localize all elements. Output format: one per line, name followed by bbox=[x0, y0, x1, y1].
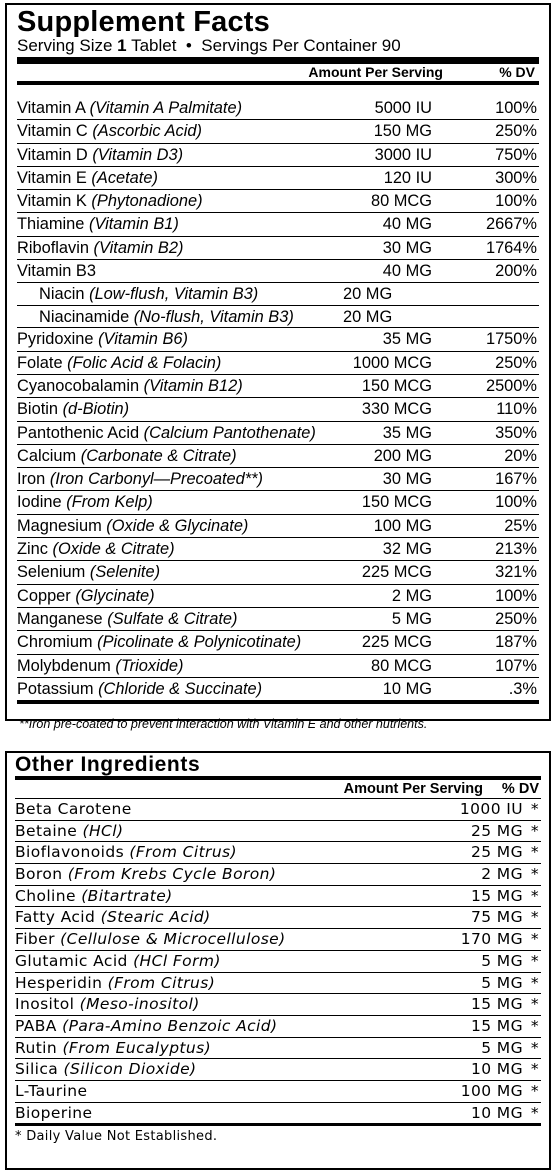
ingredient-amount: 5 MG bbox=[481, 973, 523, 992]
nutrient-name-cell bbox=[17, 470, 263, 488]
nutrient-dv: 100% bbox=[495, 99, 537, 117]
ingredient-name-cell bbox=[15, 1104, 92, 1122]
ingredient-form: (Meso-inositol) bbox=[79, 995, 200, 1014]
nutrient-amount: 20 MG bbox=[343, 307, 393, 326]
nutrient-form: (Iron Carbonyl—Precoated**) bbox=[49, 470, 263, 489]
nutrient-dv: 250% bbox=[495, 122, 537, 141]
ingredient-name-cell bbox=[15, 930, 286, 948]
list-item bbox=[15, 994, 541, 1016]
nutrient-form: (Folic Acid & Folacin) bbox=[67, 353, 222, 372]
list-item bbox=[15, 799, 541, 821]
ingredient-form: (Stearic Acid) bbox=[100, 908, 211, 927]
ingredient-amount: 25 MG bbox=[470, 843, 523, 862]
ingredient-amount: 15 MG bbox=[470, 1016, 523, 1035]
nutrient-name: Vitamin E bbox=[17, 168, 87, 187]
nutrient-name: Folate bbox=[17, 353, 63, 372]
nutrient-form: (Vitamin B6) bbox=[98, 330, 188, 349]
ingredient-dv: * bbox=[530, 995, 539, 1014]
ingredient-name: Rutin bbox=[15, 1038, 58, 1057]
list-item bbox=[15, 864, 541, 886]
nutrient-name: Iodine bbox=[17, 493, 62, 512]
nutrient-name-cell bbox=[17, 517, 248, 535]
thick-divider bbox=[17, 57, 539, 64]
nutrient-name-cell bbox=[17, 633, 301, 651]
nutrient-name: Vitamin K bbox=[17, 192, 87, 211]
nutrient-dv: 107% bbox=[495, 656, 537, 675]
other-column-header bbox=[15, 780, 541, 799]
nutrient-amount: 120 IU bbox=[383, 168, 432, 187]
ingredient-name-cell bbox=[15, 1017, 277, 1035]
ingredient-amount: 15 MG bbox=[470, 995, 523, 1014]
ingredient-amount: 25 MG bbox=[470, 821, 523, 840]
nutrient-name: Calcium bbox=[17, 446, 77, 465]
nutrient-amount: 32 MG bbox=[382, 540, 432, 559]
ingredient-name-cell bbox=[15, 822, 123, 840]
nutrient-form: (Oxide & Glycinate) bbox=[106, 516, 249, 535]
nutrient-form: (Picolinate & Polynicotinate) bbox=[97, 633, 302, 652]
nutrient-dv: 100% bbox=[495, 192, 537, 211]
table-row bbox=[17, 678, 539, 704]
nutrient-name: Potassium bbox=[17, 679, 94, 698]
nutrient-form: (Glycinate) bbox=[75, 586, 155, 605]
table-row bbox=[17, 306, 539, 329]
ingredient-form: (From Citrus) bbox=[129, 843, 237, 862]
nutrient-amount: 100 MG bbox=[373, 516, 432, 535]
nutrient-amount: 30 MG bbox=[382, 470, 432, 489]
nutrient-dv: 321% bbox=[495, 563, 537, 582]
list-item bbox=[15, 973, 541, 995]
ingredient-name-cell bbox=[15, 887, 173, 905]
nutrient-name-cell bbox=[17, 540, 175, 558]
nutrient-name-cell bbox=[17, 99, 242, 117]
other-amount-header: Amount Per Serving bbox=[343, 781, 483, 797]
nutrient-dv: 100% bbox=[495, 493, 537, 512]
list-item bbox=[15, 1103, 541, 1127]
ingredient-form: (From Eucalyptus) bbox=[62, 1038, 212, 1057]
list-item bbox=[15, 1016, 541, 1038]
nutrient-amount: 3000 IU bbox=[374, 145, 432, 164]
serving-size-unit: Tablet bbox=[131, 36, 177, 55]
nutrient-dv: 250% bbox=[495, 353, 537, 372]
nutrient-amount: 80 MCG bbox=[370, 656, 432, 675]
nutrient-form: (Vitamin B12) bbox=[143, 376, 243, 395]
nutrient-amount: 80 MCG bbox=[370, 192, 432, 211]
ingredient-form: (Cellulose & Microcellulose) bbox=[60, 930, 286, 949]
nutrient-dv: 110% bbox=[496, 400, 537, 419]
nutrient-name: Copper bbox=[17, 586, 71, 605]
ingredient-dv: * bbox=[530, 908, 539, 927]
ingredient-amount: 10 MG bbox=[470, 1103, 523, 1122]
nutrient-name: Biotin bbox=[17, 400, 59, 419]
nutrient-dv: 20% bbox=[504, 446, 537, 465]
nutrient-name-cell bbox=[17, 424, 316, 442]
nutrient-name: Vitamin D bbox=[17, 145, 88, 164]
nutrient-amount: 2 MG bbox=[391, 586, 432, 605]
table-row bbox=[17, 190, 539, 213]
table-row bbox=[17, 445, 539, 468]
ingredient-name: Inositol bbox=[15, 995, 75, 1014]
ingredient-dv: * bbox=[530, 800, 539, 818]
facts-title: Supplement Facts bbox=[17, 6, 270, 38]
ingredient-form: (From Krebs Cycle Boron) bbox=[67, 865, 277, 884]
table-row bbox=[17, 352, 539, 375]
table-row bbox=[17, 97, 539, 120]
nutrient-name: Iron bbox=[17, 470, 46, 489]
table-row bbox=[17, 144, 539, 167]
nutrient-name: Riboflavin bbox=[17, 238, 89, 257]
ingredient-name: Bioperine bbox=[15, 1103, 93, 1122]
nutrient-name: Manganese bbox=[17, 609, 103, 628]
dv-not-established-footnote: * Daily Value Not Established. bbox=[15, 1129, 218, 1145]
nutrient-name-cell bbox=[17, 285, 258, 303]
table-row bbox=[17, 328, 539, 351]
ingredient-name: Bioflavonoids bbox=[15, 843, 125, 862]
nutrient-form: (Acetate) bbox=[91, 168, 158, 187]
ingredient-dv: * bbox=[530, 1060, 539, 1079]
ingredient-name-cell bbox=[15, 1060, 197, 1078]
nutrient-form: (Vitamin B1) bbox=[88, 215, 179, 234]
list-item bbox=[15, 821, 541, 843]
supplement-facts-panel bbox=[5, 3, 551, 732]
nutrient-amount: 5 MG bbox=[391, 609, 432, 628]
nutrient-name-cell bbox=[17, 192, 203, 210]
ingredient-amount: 1000 IU bbox=[459, 800, 523, 818]
ingredient-name-cell bbox=[15, 908, 211, 926]
nutrient-name: Vitamin A bbox=[17, 99, 86, 117]
nutrient-dv: 350% bbox=[495, 423, 537, 442]
ingredient-name-cell bbox=[15, 843, 237, 861]
table-row bbox=[17, 398, 539, 421]
nutrient-dv: 1764% bbox=[485, 238, 537, 257]
table-row bbox=[17, 561, 539, 584]
list-item bbox=[15, 1081, 541, 1103]
nutrient-name-cell bbox=[17, 215, 179, 233]
ingredient-name-cell bbox=[15, 865, 276, 883]
ingredient-amount: 170 MG bbox=[460, 930, 523, 949]
nutrient-amount: 35 MG bbox=[382, 423, 432, 442]
nutrient-dv: 167% bbox=[495, 470, 537, 489]
nutrient-amount: 20 MG bbox=[343, 285, 393, 304]
nutrient-form: (Vitamin A Palmitate) bbox=[89, 99, 243, 117]
nutrient-name-cell bbox=[17, 377, 243, 395]
nutrient-form: (Ascorbic Acid) bbox=[92, 122, 202, 141]
list-item bbox=[15, 842, 541, 864]
nutrient-dv: 250% bbox=[495, 609, 537, 628]
nutrient-form: (Vitamin D3) bbox=[92, 145, 184, 164]
nutrient-dv: .3% bbox=[508, 679, 537, 698]
ingredient-amount: 2 MG bbox=[481, 865, 523, 884]
ingredient-dv: * bbox=[530, 1016, 539, 1035]
nutrient-dv: 300% bbox=[495, 168, 537, 187]
nutrient-name-cell bbox=[17, 239, 183, 257]
nutrient-form: (Oxide & Citrate) bbox=[52, 540, 175, 559]
nutrient-amount: 150 MG bbox=[373, 122, 432, 141]
nutrient-amount: 1000 MCG bbox=[352, 353, 432, 372]
ingredient-name: PABA bbox=[15, 1016, 57, 1035]
other-dv-header: % DV bbox=[501, 781, 539, 797]
table-row bbox=[17, 655, 539, 678]
ingredient-dv: * bbox=[530, 1038, 539, 1057]
ingredient-dv: * bbox=[530, 865, 539, 884]
amount-per-serving-header: Amount Per Serving bbox=[308, 64, 443, 80]
table-row bbox=[17, 608, 539, 631]
nutrient-amount: 225 MCG bbox=[361, 633, 432, 652]
table-row bbox=[17, 468, 539, 491]
ingredient-form: (HCl) bbox=[82, 821, 124, 840]
other-ingredients-panel bbox=[5, 751, 551, 1170]
ingredient-dv: * bbox=[530, 930, 539, 949]
nutrient-amount: 40 MG bbox=[382, 262, 432, 281]
nutrient-name-cell bbox=[17, 587, 155, 605]
table-row bbox=[17, 538, 539, 561]
nutrient-dv: 25% bbox=[504, 516, 537, 535]
nutrient-name-cell bbox=[17, 493, 153, 511]
ingredient-amount: 5 MG bbox=[481, 1038, 523, 1057]
list-item bbox=[15, 907, 541, 929]
nutrient-form: (Trioxide) bbox=[115, 656, 184, 675]
table-row bbox=[17, 491, 539, 514]
nutrient-form: (d-Biotin) bbox=[62, 400, 130, 419]
nutrient-amount: 30 MG bbox=[382, 238, 432, 257]
nutrient-dv: 750% bbox=[495, 145, 537, 164]
nutrient-name: Niacin bbox=[39, 285, 85, 304]
nutrient-form: (No-flush, Vitamin B3) bbox=[133, 307, 294, 326]
ingredient-name-cell bbox=[15, 1082, 87, 1100]
nutrient-name-cell bbox=[17, 146, 183, 164]
ingredient-name: Glutamic Acid bbox=[15, 951, 128, 970]
nutrient-name: Chromium bbox=[17, 633, 93, 652]
ingredient-form: (Para-Amino Benzoic Acid) bbox=[62, 1016, 278, 1035]
nutrient-form: (Calcium Pantothenate) bbox=[143, 423, 316, 442]
nutrient-amount: 40 MG bbox=[382, 215, 432, 234]
ingredient-name: Beta Carotene bbox=[15, 800, 132, 818]
nutrient-name-cell bbox=[17, 354, 221, 372]
nutrient-name: Vitamin C bbox=[17, 122, 88, 141]
nutrient-name-cell bbox=[17, 330, 188, 348]
nutrient-name: Magnesium bbox=[17, 516, 102, 535]
ingredient-name-cell bbox=[15, 800, 132, 818]
ingredient-dv: * bbox=[530, 821, 539, 840]
dv-header: % DV bbox=[499, 64, 535, 80]
nutrient-name: Zinc bbox=[17, 540, 48, 559]
nutrient-name-cell bbox=[17, 169, 158, 187]
ingredient-name-cell bbox=[15, 952, 221, 970]
nutrient-name-cell bbox=[17, 657, 183, 675]
nutrient-name: Cyanocobalamin bbox=[17, 376, 140, 395]
ingredient-dv: * bbox=[530, 973, 539, 992]
ingredient-name: Boron bbox=[15, 865, 63, 884]
nutrient-amount: 150 MCG bbox=[361, 376, 432, 395]
nutrient-amount: 200 MG bbox=[373, 446, 432, 465]
nutrient-name-cell bbox=[17, 680, 262, 698]
table-row bbox=[17, 213, 539, 236]
serving-size-label: Serving Size bbox=[17, 36, 113, 55]
table-row bbox=[17, 585, 539, 608]
ingredient-dv: * bbox=[530, 1081, 539, 1100]
nutrient-name-cell bbox=[17, 563, 160, 581]
table-row bbox=[17, 167, 539, 190]
nutrient-dv: 1750% bbox=[485, 330, 537, 349]
nutrient-dv: 2667% bbox=[485, 215, 537, 234]
table-row bbox=[17, 237, 539, 260]
table-row bbox=[17, 375, 539, 398]
nutrient-name: Selenium bbox=[17, 563, 86, 582]
table-row bbox=[17, 120, 539, 143]
nutrient-form: (Selenite) bbox=[89, 563, 161, 582]
list-item bbox=[15, 951, 541, 973]
nutrient-amount: 10 MG bbox=[382, 679, 432, 698]
nutrient-name: Pyridoxine bbox=[17, 330, 94, 349]
ingredient-name: Choline bbox=[15, 886, 76, 905]
nutrient-name-cell bbox=[17, 400, 129, 418]
nutrient-dv: 100% bbox=[495, 586, 537, 605]
ingredient-form: (From Citrus) bbox=[107, 973, 216, 992]
ingredient-name: Fiber bbox=[15, 930, 55, 949]
nutrient-form: (From Kelp) bbox=[66, 493, 153, 512]
ingredient-amount: 5 MG bbox=[481, 951, 523, 970]
ingredient-dv: * bbox=[530, 843, 539, 862]
nutrient-name: Thiamine bbox=[17, 215, 85, 234]
ingredient-form: (Bitartrate) bbox=[81, 886, 173, 905]
servings-per-container: Servings Per Container 90 bbox=[201, 36, 401, 55]
ingredient-name: L-Taurine bbox=[15, 1081, 88, 1100]
nutrient-name: Pantothenic Acid bbox=[17, 423, 140, 442]
list-item bbox=[15, 886, 541, 908]
bullet-separator: • bbox=[185, 36, 192, 55]
facts-table bbox=[17, 97, 539, 704]
ingredient-dv: * bbox=[530, 886, 539, 905]
nutrient-form: (Chloride & Succinate) bbox=[98, 679, 263, 698]
nutrient-name-cell bbox=[17, 262, 96, 280]
serving-size-value: 1 bbox=[117, 36, 127, 55]
nutrient-amount: 225 MCG bbox=[361, 563, 432, 582]
ingredient-dv: * bbox=[530, 1103, 539, 1122]
ingredient-form: (Silicon Dioxide) bbox=[63, 1060, 197, 1079]
nutrient-form: (Low-flush, Vitamin B3) bbox=[89, 285, 259, 304]
nutrient-dv: 200% bbox=[495, 262, 537, 281]
nutrient-name-cell bbox=[17, 610, 238, 628]
nutrient-form: (Sulfate & Citrate) bbox=[107, 609, 238, 628]
nutrient-name: Molybdenum bbox=[17, 656, 111, 675]
ingredient-name-cell bbox=[15, 995, 200, 1013]
nutrient-dv: 2500% bbox=[485, 376, 537, 395]
table-row bbox=[17, 515, 539, 538]
ingredient-name: Fatty Acid bbox=[15, 908, 96, 927]
ingredient-name-cell bbox=[15, 974, 215, 992]
nutrient-name-cell bbox=[17, 308, 294, 326]
ingredient-amount: 15 MG bbox=[470, 886, 523, 905]
table-row bbox=[17, 260, 539, 283]
serving-info bbox=[17, 36, 539, 56]
ingredient-amount: 75 MG bbox=[470, 908, 523, 927]
ingredient-amount: 100 MG bbox=[460, 1081, 523, 1100]
nutrient-amount: 5000 IU bbox=[374, 99, 432, 117]
nutrient-name: Vitamin B3 bbox=[17, 262, 96, 281]
nutrient-name-cell bbox=[17, 447, 237, 465]
ingredient-amount: 10 MG bbox=[470, 1060, 523, 1079]
table-row bbox=[17, 422, 539, 445]
list-item bbox=[15, 1059, 541, 1081]
nutrient-dv: 213% bbox=[495, 540, 537, 559]
table-row bbox=[17, 631, 539, 654]
nutrient-form: (Phytonadione) bbox=[91, 192, 203, 211]
ingredient-form: (HCl Form) bbox=[133, 951, 221, 970]
list-item bbox=[15, 1038, 541, 1060]
ingredient-dv: * bbox=[530, 951, 539, 970]
nutrient-amount: 35 MG bbox=[382, 330, 432, 349]
nutrient-form: (Carbonate & Citrate) bbox=[80, 446, 237, 465]
nutrient-name: Niacinamide bbox=[39, 307, 130, 326]
other-ingredients-table bbox=[15, 799, 541, 1126]
table-row bbox=[17, 283, 539, 306]
nutrient-name-cell bbox=[17, 122, 202, 140]
iron-footnote: **Iron pre-coated to prevent interaction with Vitamin E and other nutrients. bbox=[19, 717, 428, 732]
nutrient-amount: 330 MCG bbox=[361, 400, 432, 419]
nutrient-dv: 187% bbox=[495, 633, 537, 652]
ingredient-name: Silica bbox=[15, 1060, 59, 1079]
ingredient-name: Hesperidin bbox=[15, 973, 103, 992]
ingredient-name: Betaine bbox=[15, 821, 78, 840]
nutrient-amount: 150 MCG bbox=[361, 493, 432, 512]
ingredient-name-cell bbox=[15, 1039, 211, 1057]
facts-column-header bbox=[17, 64, 539, 85]
list-item bbox=[15, 929, 541, 951]
nutrient-form: (Vitamin B2) bbox=[93, 238, 184, 257]
other-ingredients-title: Other Ingredients bbox=[15, 753, 541, 780]
